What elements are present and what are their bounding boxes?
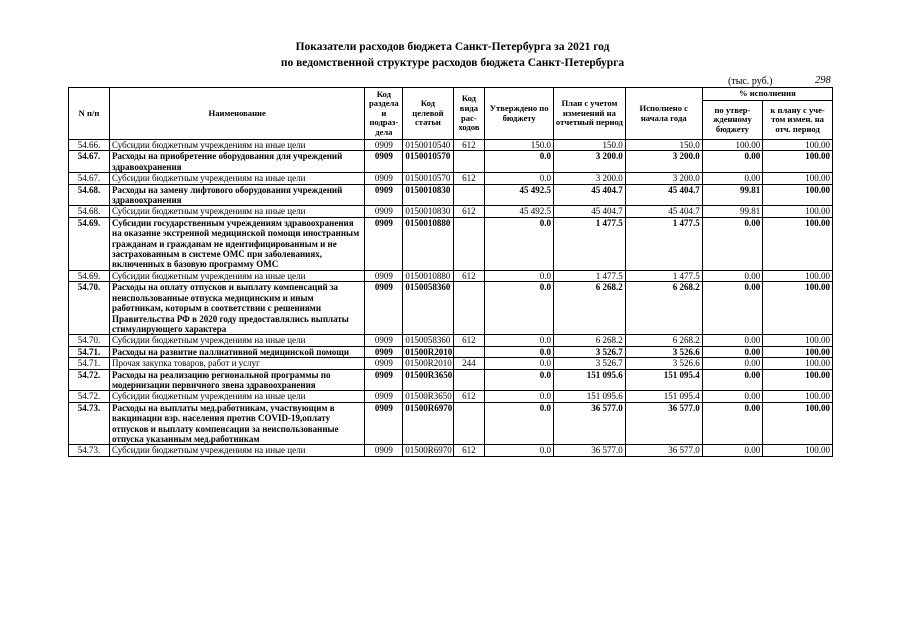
plan-value: 45 404.7 — [554, 184, 626, 206]
table-row — [69, 346, 833, 357]
percent-approved: 0.00 — [702, 335, 763, 346]
section-code: 0909 — [365, 445, 403, 456]
executed-value: 6 268.2 — [625, 335, 702, 346]
approved-value: 0.0 — [485, 391, 554, 402]
target-code: 0150010830 — [403, 184, 453, 206]
section-code: 0909 — [365, 151, 403, 173]
table-row — [69, 206, 833, 217]
executed-value: 36 577.0 — [625, 445, 702, 456]
percent-plan: 100.00 — [763, 445, 833, 456]
percent-plan: 100.00 — [763, 270, 833, 281]
percent-plan: 100.00 — [763, 206, 833, 217]
section-code: 0909 — [365, 140, 403, 151]
table-row — [69, 391, 833, 402]
expense-type — [453, 151, 485, 173]
percent-approved: 0.00 — [702, 346, 763, 357]
row-number: 54.69. — [69, 270, 110, 281]
row-number: 54.67. — [69, 173, 110, 184]
percent-plan: 100.00 — [763, 391, 833, 402]
expense-type: 612 — [453, 173, 485, 184]
section-code: 0909 — [365, 369, 403, 391]
target-code: 01500R2010 — [403, 346, 453, 357]
row-number: 54.67. — [69, 151, 110, 173]
plan-value: 1 477.5 — [554, 217, 626, 270]
target-code: 0150010570 — [403, 173, 453, 184]
expense-type — [453, 346, 485, 357]
approved-value: 0.0 — [485, 369, 554, 391]
approved-value: 0.0 — [485, 282, 554, 335]
header-approved: Утверждено по бюджету — [485, 88, 554, 140]
executed-value: 6 268.2 — [625, 282, 702, 335]
row-name: Субсидии государственным учреждениям здравоохранения на оказание экстренной медицинской помощи иностранным гражданам и гражданам не идентифицированным и не застрахованным в системе ОМС при заболеваниях, включенных в базовую программу ОМС — [110, 217, 365, 270]
row-name: Субсидии бюджетным учреждениям на иные цели — [110, 173, 365, 184]
percent-approved: 0.00 — [702, 402, 763, 445]
percent-plan: 100.00 — [763, 217, 833, 270]
approved-value: 0.0 — [485, 358, 554, 369]
plan-value: 45 404.7 — [554, 206, 626, 217]
row-name: Расходы на выплаты мед.работникам, участвующим в вакцинации взр. населения против COVID-19,оплату отпусков и выплату компенсации за неиспользованные отпуска указанным мед.работникам — [110, 402, 365, 445]
percent-plan: 100.00 — [763, 151, 833, 173]
row-name: Расходы на развитие паллиативной медицинской помощи — [110, 346, 365, 357]
plan-value: 3 526.7 — [554, 346, 626, 357]
expense-type: 612 — [453, 270, 485, 281]
header-expense-type: Код вида рас-ходов — [453, 88, 485, 140]
executed-value: 150.0 — [625, 140, 702, 151]
executed-value: 151 095.4 — [625, 391, 702, 402]
approved-value: 0.0 — [485, 335, 554, 346]
target-code: 0150010570 — [403, 151, 453, 173]
expenses-table — [68, 87, 833, 457]
executed-value: 1 477.5 — [625, 217, 702, 270]
section-code: 0909 — [365, 358, 403, 369]
executed-value: 3 200.0 — [625, 151, 702, 173]
plan-value: 3 526.7 — [554, 358, 626, 369]
percent-plan: 100.00 — [763, 173, 833, 184]
header-percent-plan: к плану с уче-том измен. на отч. период — [763, 101, 833, 140]
percent-plan: 100.00 — [763, 184, 833, 206]
plan-value: 1 477.5 — [554, 270, 626, 281]
row-number: 54.73. — [69, 402, 110, 445]
target-code: 01500R2010 — [403, 358, 453, 369]
percent-approved: 0.00 — [702, 282, 763, 335]
table-body — [69, 140, 833, 457]
row-name: Субсидии бюджетным учреждениям на иные цели — [110, 391, 365, 402]
target-code: 01500R3650 — [403, 369, 453, 391]
table-row — [69, 184, 833, 206]
row-number: 54.68. — [69, 184, 110, 206]
table-row — [69, 358, 833, 369]
percent-approved: 0.00 — [702, 358, 763, 369]
row-name: Расходы на приобретение оборудования для учреждений здравоохранения — [110, 151, 365, 173]
executed-value: 36 577.0 — [625, 402, 702, 445]
percent-approved: 0.00 — [702, 217, 763, 270]
table-row — [69, 445, 833, 456]
row-number: 54.71. — [69, 358, 110, 369]
header-section-code: Код раздела и подраз-дела — [365, 88, 403, 140]
report-subtitle: по ведомственной структуре расходов бюджета Санкт-Петербурга — [280, 57, 625, 69]
plan-value: 36 577.0 — [554, 402, 626, 445]
expense-type — [453, 282, 485, 335]
row-name: Расходы на оплату отпусков и выплату компенсаций за неиспользованные отпуска медицинским и иным работникам, которым в соответствии с решениями Правительства РФ в 2020 году предоставлялись выплаты стимулирующего характера — [110, 282, 365, 335]
percent-plan: 100.00 — [763, 369, 833, 391]
target-code: 0150010880 — [403, 217, 453, 270]
row-name: Прочая закупка товаров, работ и услуг — [110, 358, 365, 369]
percent-plan: 100.00 — [763, 346, 833, 357]
row-name: Субсидии бюджетным учреждениям на иные цели — [110, 335, 365, 346]
executed-value: 45 404.7 — [625, 206, 702, 217]
expense-type: 612 — [453, 445, 485, 456]
row-number: 54.66. — [69, 140, 110, 151]
header-target-code: Код целевой статьи — [403, 88, 453, 140]
plan-value: 151 095.6 — [554, 369, 626, 391]
plan-value: 151 095.6 — [554, 391, 626, 402]
section-code: 0909 — [365, 206, 403, 217]
row-number: 54.72. — [69, 369, 110, 391]
approved-value: 0.0 — [485, 151, 554, 173]
target-code: 0150010880 — [403, 270, 453, 281]
plan-value: 36 577.0 — [554, 445, 626, 456]
executed-value: 3 526.6 — [625, 358, 702, 369]
header-plan: План с учетом изменений на отчетный период — [554, 88, 626, 140]
percent-approved: 0.00 — [702, 173, 763, 184]
approved-value: 150.0 — [485, 140, 554, 151]
target-code: 01500R6970 — [403, 402, 453, 445]
approved-value: 0.0 — [485, 402, 554, 445]
executed-value: 1 477.5 — [625, 270, 702, 281]
percent-approved: 99.81 — [702, 184, 763, 206]
percent-plan: 100.00 — [763, 282, 833, 335]
page-number: 298 — [815, 75, 831, 86]
table-row — [69, 369, 833, 391]
row-number: 54.70. — [69, 335, 110, 346]
section-code: 0909 — [365, 335, 403, 346]
percent-approved: 0.00 — [702, 270, 763, 281]
table-row — [69, 335, 833, 346]
approved-value: 0.0 — [485, 173, 554, 184]
target-code: 01500R3650 — [403, 391, 453, 402]
table-row — [69, 151, 833, 173]
percent-plan: 100.00 — [763, 140, 833, 151]
expense-type: 612 — [453, 335, 485, 346]
percent-approved: 100.00 — [702, 140, 763, 151]
section-code: 0909 — [365, 282, 403, 335]
executed-value: 3 526.6 — [625, 346, 702, 357]
expense-type — [453, 184, 485, 206]
plan-value: 6 268.2 — [554, 335, 626, 346]
header-num: N п/п — [69, 88, 110, 140]
section-code: 0909 — [365, 173, 403, 184]
section-code: 0909 — [365, 184, 403, 206]
row-number: 54.70. — [69, 282, 110, 335]
percent-approved: 0.00 — [702, 445, 763, 456]
table-row — [69, 402, 833, 445]
executed-value: 151 095.4 — [625, 369, 702, 391]
expense-type — [453, 402, 485, 445]
table-row — [69, 140, 833, 151]
target-code: 01500R6970 — [403, 445, 453, 456]
units-label: (тыс. руб.) — [728, 76, 773, 87]
row-name: Субсидии бюджетным учреждениям на иные цели — [110, 140, 365, 151]
approved-value: 0.0 — [485, 445, 554, 456]
row-name: Субсидии бюджетным учреждениям на иные цели — [110, 206, 365, 217]
row-number: 54.71. — [69, 346, 110, 357]
percent-plan: 100.00 — [763, 402, 833, 445]
percent-plan: 100.00 — [763, 335, 833, 346]
approved-value: 0.0 — [485, 270, 554, 281]
expense-type: 244 — [453, 358, 485, 369]
executed-value: 3 200.0 — [625, 173, 702, 184]
plan-value: 3 200.0 — [554, 151, 626, 173]
approved-value: 0.0 — [485, 346, 554, 357]
percent-plan: 100.00 — [763, 358, 833, 369]
section-code: 0909 — [365, 391, 403, 402]
approved-value: 45 492.5 — [485, 206, 554, 217]
row-number: 54.73. — [69, 445, 110, 456]
header-percent-approved: по утвер-жденному бюджету — [702, 101, 763, 140]
percent-approved: 99.81 — [702, 206, 763, 217]
row-number: 54.68. — [69, 206, 110, 217]
header-name: Наименование — [110, 88, 365, 140]
percent-approved: 0.00 — [702, 369, 763, 391]
row-name: Расходы на реализацию региональной программы по модернизации первичного звена здравоохранения — [110, 369, 365, 391]
table-row — [69, 217, 833, 270]
approved-value: 45 492.5 — [485, 184, 554, 206]
row-number: 54.72. — [69, 391, 110, 402]
header-executed: Исполнено с начала года — [625, 88, 702, 140]
section-code: 0909 — [365, 346, 403, 357]
plan-value: 150.0 — [554, 140, 626, 151]
report-title: Показатели расходов бюджета Санкт-Петербурга за 2021 год — [295, 41, 610, 53]
plan-value: 3 200.0 — [554, 173, 626, 184]
target-code: 0150010540 — [403, 140, 453, 151]
approved-value: 0.0 — [485, 217, 554, 270]
expense-type — [453, 369, 485, 391]
table-row — [69, 282, 833, 335]
row-name: Расходы на замену лифтового оборудования учреждений здравоохранения — [110, 184, 365, 206]
section-code: 0909 — [365, 217, 403, 270]
percent-approved: 0.00 — [702, 151, 763, 173]
row-number: 54.69. — [69, 217, 110, 270]
expense-type: 612 — [453, 206, 485, 217]
target-code: 0150058360 — [403, 335, 453, 346]
target-code: 0150058360 — [403, 282, 453, 335]
percent-approved: 0.00 — [702, 391, 763, 402]
row-name: Субсидии бюджетным учреждениям на иные цели — [110, 445, 365, 456]
section-code: 0909 — [365, 402, 403, 445]
section-code: 0909 — [365, 270, 403, 281]
expense-type: 612 — [453, 391, 485, 402]
table-row — [69, 270, 833, 281]
table-row — [69, 173, 833, 184]
row-name: Субсидии бюджетным учреждениям на иные цели — [110, 270, 365, 281]
plan-value: 6 268.2 — [554, 282, 626, 335]
target-code: 0150010830 — [403, 206, 453, 217]
executed-value: 45 404.7 — [625, 184, 702, 206]
expense-type — [453, 217, 485, 270]
expense-type: 612 — [453, 140, 485, 151]
header-percent: % исполнения — [702, 88, 832, 101]
